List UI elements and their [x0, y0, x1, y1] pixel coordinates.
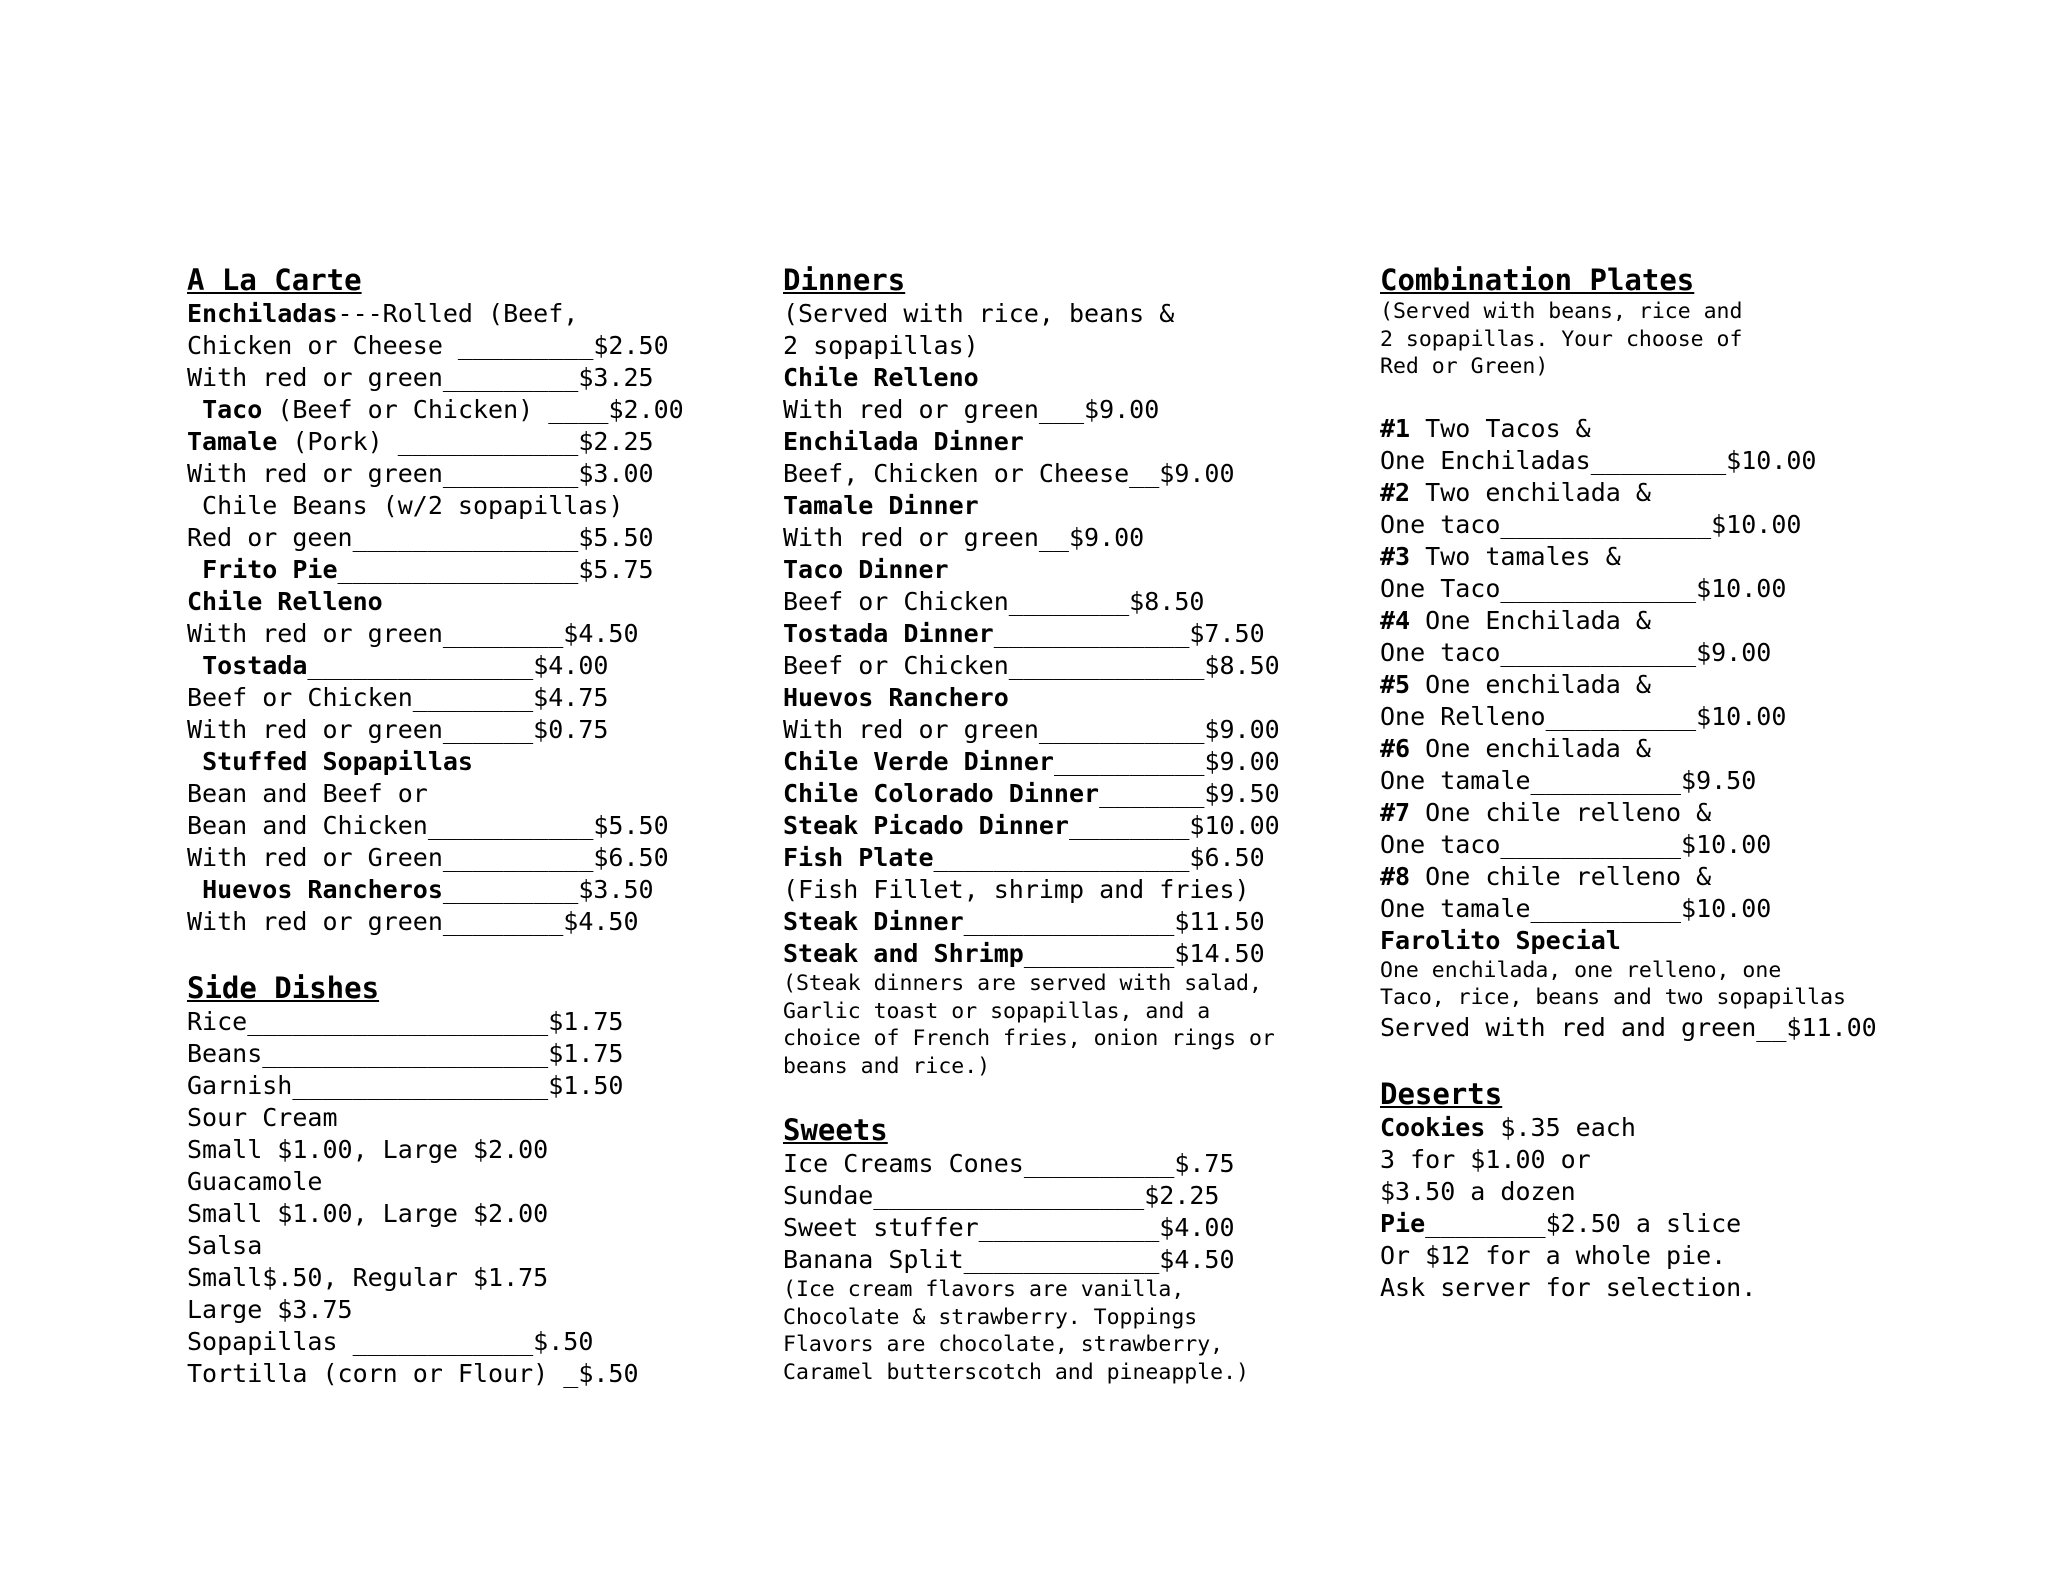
- item-text: With red or green___$9.00: [783, 395, 1160, 424]
- menu-line: [1380, 1144, 1980, 1176]
- item-text: With red or green_________$3.25: [187, 363, 654, 392]
- item-text: One tamale__________$9.50: [1380, 765, 1757, 795]
- item-text: ________$10.00: [1068, 811, 1280, 840]
- item-text: With red or green________$4.50: [187, 907, 639, 936]
- menu-line: [783, 394, 1343, 426]
- menu-line: [783, 362, 1343, 394]
- item-text: One enchilada &: [1410, 733, 1651, 763]
- item-text: Beef or Chicken________$8.50: [783, 587, 1205, 616]
- menu-line: [187, 810, 747, 842]
- menu-line: [1380, 957, 1980, 985]
- menu-line: [783, 842, 1343, 874]
- item-text: __________$9.00: [1053, 747, 1280, 776]
- item-note: Flavors are chocolate, strawberry,: [783, 1332, 1224, 1357]
- item-text: ________________$5.75: [337, 555, 654, 584]
- menu-line: [187, 426, 747, 458]
- menu-line: [783, 1331, 1343, 1359]
- menu-line: [187, 618, 747, 650]
- item-note: Caramel butterscotch and pineapple.): [783, 1359, 1249, 1385]
- item-text: Banana Split_____________$4.50: [783, 1245, 1235, 1274]
- menu-line: [783, 810, 1343, 842]
- item-text: With red or green______$0.75: [187, 715, 609, 744]
- item-text: Red or geen_______________$5.50: [187, 523, 654, 552]
- menu-line: [187, 682, 747, 714]
- menu-line: [783, 1180, 1343, 1212]
- item-name: #2: [1380, 477, 1411, 507]
- indent: [187, 555, 202, 584]
- menu-line: [187, 1006, 747, 1038]
- menu-line: [1380, 1208, 1980, 1240]
- menu-line: [1380, 1240, 1980, 1272]
- indent: [187, 747, 202, 776]
- menu-line: [187, 1038, 747, 1070]
- item-name: Stuffed Sopapillas: [202, 747, 473, 776]
- item-note: Garlic toast or sopapillas, and a: [783, 998, 1211, 1024]
- item-text: Large $3.75: [187, 1295, 353, 1324]
- item-name: Enchiladas: [187, 299, 338, 328]
- dinners-column: [783, 262, 1343, 1386]
- menu-line: [783, 330, 1343, 362]
- item-text: One taco_____________$9.00: [1380, 637, 1772, 667]
- item-text: Guacamole: [187, 1167, 323, 1196]
- item-name: Tamale Dinner: [783, 491, 979, 520]
- menu-line: [187, 650, 747, 682]
- menu-line: [783, 682, 1343, 714]
- menu-line: [783, 1244, 1343, 1276]
- item-note: Red or Green): [1380, 354, 1549, 379]
- item-text: Bean and Beef or: [187, 779, 428, 808]
- menu-line: [1380, 605, 1980, 637]
- item-text: One enchilada &: [1410, 669, 1651, 699]
- menu-line: [783, 1148, 1343, 1180]
- menu-line: [187, 1166, 747, 1198]
- menu-line: [783, 874, 1343, 906]
- section-heading: Sweets: [783, 1113, 888, 1147]
- item-name: Tamale: [187, 427, 278, 456]
- item-text: Ice Creams Cones__________$.75: [783, 1149, 1235, 1178]
- item-text: Bean and Chicken___________$5.50: [187, 811, 669, 840]
- item-text: $.35 each: [1485, 1112, 1636, 1142]
- item-name: #3: [1380, 541, 1411, 571]
- menu-line: [187, 522, 747, 554]
- section-heading: Deserts: [1380, 1076, 1503, 1111]
- menu-line: [1380, 829, 1980, 861]
- menu-line: [1380, 893, 1980, 925]
- item-name: Chile Colorado Dinner: [783, 779, 1100, 808]
- menu-line: [1380, 509, 1980, 541]
- menu-line: [1380, 701, 1980, 733]
- menu-line: [783, 554, 1343, 586]
- item-name: Steak Dinner: [783, 907, 964, 936]
- menu-line: [1380, 541, 1980, 573]
- menu-line: [187, 458, 747, 490]
- item-text: _______$9.50: [1099, 779, 1280, 808]
- menu-line: [187, 1262, 747, 1294]
- item-text: With red or Green__________$6.50: [187, 843, 669, 872]
- item-text: _______________$4.00: [307, 651, 609, 680]
- item-name: Huevos Rancheros: [202, 875, 443, 904]
- item-name: Fish Plate: [783, 843, 934, 872]
- item-text: Two enchilada &: [1410, 477, 1651, 507]
- menu-line: [783, 938, 1343, 970]
- menu-line: [187, 1294, 747, 1326]
- menu-line: [187, 394, 747, 426]
- menu-line: [187, 586, 747, 618]
- menu-line: [1380, 1272, 1980, 1304]
- section-heading: Dinners: [783, 263, 906, 297]
- item-text: Beef or Chicken________$4.75: [187, 683, 609, 712]
- item-name: Chile Relleno: [187, 587, 383, 616]
- item-note: beans and rice.): [783, 1053, 991, 1079]
- menu-line: [783, 906, 1343, 938]
- item-text: Chile Beans (w/2 sopapillas): [187, 491, 624, 520]
- item-text: Tortilla (corn or Flour) _$.50: [187, 1359, 639, 1388]
- menu-line: [783, 1276, 1343, 1304]
- menu-line: [1380, 573, 1980, 605]
- menu-line: [1380, 984, 1980, 1012]
- menu-line: [783, 746, 1343, 778]
- a-la-carte-column: [187, 262, 747, 1390]
- indent: [187, 875, 202, 904]
- spacer: [187, 938, 747, 970]
- item-name: Taco: [202, 395, 263, 424]
- item-note: (Steak dinners are served with salad,: [783, 971, 1262, 996]
- combination-plates-column: [1380, 262, 1980, 1304]
- menu-line: [1380, 413, 1980, 445]
- item-text: Sour Cream: [187, 1103, 338, 1132]
- menu-line: [1380, 298, 1980, 326]
- menu-line: [1380, 637, 1980, 669]
- menu-line: [187, 1230, 747, 1262]
- item-text: Chicken or Cheese _________$2.50: [187, 331, 669, 360]
- menu-line: [187, 1326, 747, 1358]
- spacer: [1380, 381, 1980, 413]
- item-name: #7: [1380, 797, 1411, 827]
- item-note: (Ice cream flavors are vanilla,: [783, 1277, 1185, 1302]
- menu-line: [783, 1053, 1343, 1081]
- item-text: One Taco_____________$10.00: [1380, 573, 1787, 603]
- item-name: Taco Dinner: [783, 555, 949, 584]
- menu-line: [783, 650, 1343, 682]
- menu-line: [187, 490, 747, 522]
- item-note: (Served with beans, rice and: [1380, 299, 1743, 324]
- item-text: Sweet stuffer____________$4.00: [783, 1213, 1235, 1242]
- menu-line: [1380, 1112, 1980, 1144]
- item-text: With red or green_________$3.00: [187, 459, 654, 488]
- item-name: Frito Pie: [202, 555, 338, 584]
- item-text: Salsa: [187, 1231, 263, 1260]
- menu-line: [1380, 925, 1980, 957]
- spacer: [783, 1080, 1343, 1112]
- menu-line: [783, 618, 1343, 650]
- item-text: 2 sopapillas): [783, 331, 979, 360]
- item-text: With red or green________$4.50: [187, 619, 639, 648]
- menu-line: [1380, 861, 1980, 893]
- item-name: Steak and Shrimp: [783, 939, 1024, 968]
- item-text: One Enchiladas_________$10.00: [1380, 445, 1817, 475]
- menu-line: [783, 490, 1343, 522]
- item-text: __________$14.50: [1023, 939, 1265, 968]
- menu-line: [1380, 445, 1980, 477]
- item-text: One chile relleno &: [1410, 861, 1712, 891]
- menu-line: [783, 586, 1343, 618]
- item-name: #4: [1380, 605, 1411, 635]
- menu-line: [1380, 733, 1980, 765]
- item-text: Beans___________________$1.75: [187, 1039, 624, 1068]
- item-text: $11.00: [1786, 1012, 1877, 1042]
- item-note: Served with red and green__: [1380, 1012, 1787, 1042]
- menu-line: [783, 458, 1343, 490]
- item-name: Steak Picado Dinner: [783, 811, 1069, 840]
- menu-line: [783, 426, 1343, 458]
- menu-line: [187, 714, 747, 746]
- item-text: One taco______________$10.00: [1380, 509, 1802, 539]
- menu-line: [783, 1359, 1343, 1387]
- item-name: Tostada: [202, 651, 308, 680]
- spacer: [1380, 1044, 1980, 1076]
- item-name: Chile Verde Dinner: [783, 747, 1054, 776]
- menu-line: [187, 906, 747, 938]
- indent: [187, 395, 202, 424]
- menu-line: [1380, 353, 1980, 381]
- item-text: Sopapillas ____________$.50: [187, 1327, 594, 1356]
- menu-line: [783, 970, 1343, 998]
- item-text: _________$3.50: [442, 875, 654, 904]
- item-text: (Served with rice, beans &: [783, 299, 1175, 328]
- item-text: _________________$6.50: [933, 843, 1265, 872]
- item-name: #1: [1380, 413, 1411, 443]
- menu-line: [783, 1025, 1343, 1053]
- item-text: Two tamales &: [1410, 541, 1621, 571]
- item-text: Small $1.00, Large $2.00: [187, 1135, 549, 1164]
- item-text: One chile relleno &: [1410, 797, 1712, 827]
- item-text: Small $1.00, Large $2.00: [187, 1199, 549, 1228]
- item-name: Chile Relleno: [783, 363, 979, 392]
- menu-line: [1380, 1012, 1980, 1044]
- item-note: choice of French fries, onion rings or: [783, 1026, 1275, 1051]
- item-text: Ask server for selection.: [1380, 1272, 1757, 1302]
- item-text: Beef, Chicken or Cheese__$9.00: [783, 459, 1235, 488]
- item-name: Enchilada Dinner: [783, 427, 1024, 456]
- menu-line: [783, 778, 1343, 810]
- item-text: ________$2.50 a slice: [1425, 1208, 1742, 1238]
- item-text: One tamale__________$10.00: [1380, 893, 1772, 923]
- menu-line: [187, 330, 747, 362]
- section-heading: Side Dishes: [187, 971, 380, 1005]
- item-name: Farolito Special: [1380, 925, 1621, 955]
- menu-line: [783, 714, 1343, 746]
- menu-line: [783, 1212, 1343, 1244]
- menu-line: [187, 778, 747, 810]
- section-heading: Combination Plates: [1380, 263, 1695, 297]
- menu-line: [1380, 326, 1980, 354]
- menu-line: [187, 298, 747, 330]
- item-text: Garnish_________________$1.50: [187, 1071, 624, 1100]
- item-text: $3.50 a dozen: [1380, 1176, 1576, 1206]
- item-text: With red or green___________$9.00: [783, 715, 1280, 744]
- item-text: Small$.50, Regular $1.75: [187, 1263, 549, 1292]
- menu-line: [187, 746, 747, 778]
- menu-line: [783, 1304, 1343, 1332]
- menu-line: [187, 842, 747, 874]
- menu-line: [1380, 477, 1980, 509]
- item-text: One Enchilada &: [1410, 605, 1651, 635]
- item-text: One Relleno__________$10.00: [1380, 701, 1787, 731]
- item-text: One taco____________$10.00: [1380, 829, 1772, 859]
- menu-line: [1380, 797, 1980, 829]
- section-heading: A La Carte: [187, 263, 362, 297]
- item-text: _____________$7.50: [993, 619, 1265, 648]
- menu-line: [187, 1070, 747, 1102]
- menu-line: [187, 874, 747, 906]
- item-name: #6: [1380, 733, 1411, 763]
- menu-line: [783, 998, 1343, 1026]
- indent: [187, 651, 202, 680]
- menu-line: [783, 522, 1343, 554]
- item-text: (Beef or Chicken) ____$2.00: [262, 395, 684, 424]
- item-text: (Fish Fillet, shrimp and fries): [783, 875, 1250, 904]
- item-name: Tostada Dinner: [783, 619, 994, 648]
- menu-line: [187, 1198, 747, 1230]
- menu-line: [187, 554, 747, 586]
- menu-line: [187, 362, 747, 394]
- item-note: One enchilada, one relleno, one: [1380, 957, 1782, 983]
- item-name: #8: [1380, 861, 1411, 891]
- menu-line: [1380, 1176, 1980, 1208]
- item-name: Cookies: [1380, 1112, 1486, 1142]
- item-note: 2 sopapillas. Your choose of: [1380, 326, 1743, 352]
- item-name: #5: [1380, 669, 1411, 699]
- item-text: Or $12 for a whole pie.: [1380, 1240, 1727, 1270]
- item-text: Sundae__________________$2.25: [783, 1181, 1220, 1210]
- item-text: Rice____________________$1.75: [187, 1007, 624, 1036]
- item-name: Pie: [1380, 1208, 1426, 1238]
- menu-line: [187, 1134, 747, 1166]
- item-text: Two Tacos &: [1410, 413, 1591, 443]
- item-text: (Pork) ____________$2.25: [277, 427, 654, 456]
- menu-line: [187, 1358, 747, 1390]
- item-text: With red or green__$9.00: [783, 523, 1145, 552]
- menu-line: [1380, 765, 1980, 797]
- item-note: Taco, rice, beans and two sopapillas: [1380, 985, 1846, 1010]
- item-text: ______________$11.50: [963, 907, 1265, 936]
- menu-line: [1380, 669, 1980, 701]
- item-note: Chocolate & strawberry. Toppings: [783, 1304, 1198, 1330]
- item-text: ---Rolled (Beef,: [337, 299, 579, 328]
- menu-line: [187, 1102, 747, 1134]
- item-name: Huevos Ranchero: [783, 683, 1009, 712]
- item-text: 3 for $1.00 or: [1380, 1144, 1591, 1174]
- item-text: Beef or Chicken_____________$8.50: [783, 651, 1280, 680]
- menu-line: [783, 298, 1343, 330]
